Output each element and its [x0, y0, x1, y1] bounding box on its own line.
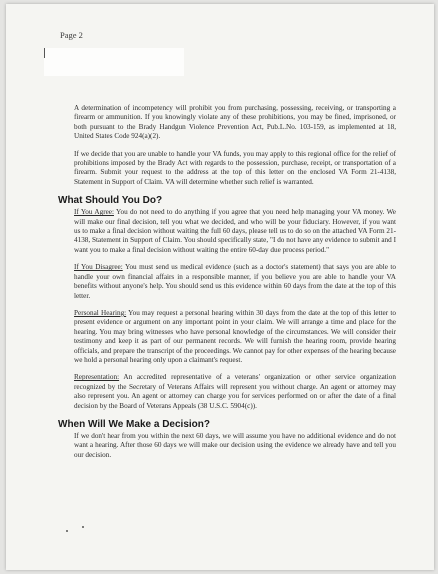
representation-lead: Representation: — [74, 373, 120, 382]
scan-mark — [44, 48, 45, 58]
disagree-lead: If You Disagree: — [74, 263, 123, 272]
hearing-lead: Personal Hearing: — [74, 308, 127, 317]
redacted-area — [44, 48, 184, 76]
incompetency-paragraph: A determination of incompetency will prohibit you from purchasing, possessing, receiving, or transporting a firearm or ammunition. If you knowingly violate any of these prohibitions, you may be fined, imprisoned, or both pursuant to the Brady Handgun Violence Prevention Act, Pub.L.No. 103-159, as implemented at 18, United States Code 924(a)(2). — [74, 104, 396, 141]
section-heading-what-to-do: What Should You Do? — [58, 195, 163, 207]
section-heading-decision: When Will We Make a Decision? — [58, 418, 210, 430]
scan-speck — [82, 526, 84, 528]
disagree-text: You must send us medical evidence (such as a doctor's statement) that says you are able to handle your own financial affairs in a responsible manner, if you believe you are able to handle your VA benefits without anyone's help. You should send us this evidence within 60 days from the date at the top of this letter. — [74, 263, 396, 300]
page-number: Page 2 — [60, 30, 83, 40]
decision-paragraph: If we don't hear from you within the next 60 days, we will assume you have no additional evidence and do not want a hearing. After those 60 days we will make our decision using the evidence we already have and tell you our decision. — [74, 431, 396, 459]
representation-paragraph — [74, 373, 396, 411]
agree-lead: If You Agree: — [74, 208, 114, 217]
disagree-paragraph — [74, 263, 396, 301]
scan-speck — [66, 530, 68, 532]
hearing-paragraph — [74, 309, 396, 365]
letter-body — [58, 104, 396, 468]
agree-paragraph — [74, 208, 396, 255]
agree-text: You do not need to do anything if you agree that you need help managing your VA money. We will make our final decision, tell you what we decided, and who will be your fiduciary. However, if you want us to make a final decision without waiting the full 60 days, please tell us to do so on the attached VA Form 21-4138, Statement in Support of Claim. You should specifically state, "I do not have any evidence to submit and I want you to make a final decision without waiting the entire 60-day due process period." — [74, 208, 396, 254]
relief-paragraph: If we decide that you are unable to handle your VA funds, you may apply to this regional office for the relief of prohibitions imposed by the Brady Act with regards to the possession, purchase, receipt, or transportation of a firearm. Submit your request to the address at the top of this letter on the enclosed VA Form 21-4138, Statement in Support of Claim. VA will determine whether such relief is warranted. — [74, 149, 396, 186]
representation-text: An accredited representative of a veterans' organization or other service organization recognized by the Secretary of Veterans Affairs will represent you without charge. An agent or attorney may also represent you. An agent or attorney can charge you for services performed on or after the date of a final decision by the Board of Veterans Appeals (38 U.S.C. 5904(c)). — [74, 373, 396, 410]
letter-page — [6, 4, 434, 570]
hearing-text: You may request a personal hearing within 30 days from the date at the top of this letter to present evidence or argument on any important point in your claim. We will arrange a time and place for the hearing. You may bring witnesses who have personal knowledge of the circumstances. We will consider their testimony and keep it as part of our permanent records. We will furnish the hearing room, provide hearing officials, and prepare the transcript of the proceedings. We cannot pay for other expenses of the hearing because we hold a personal hearing only upon a claimant's request. — [74, 308, 396, 364]
